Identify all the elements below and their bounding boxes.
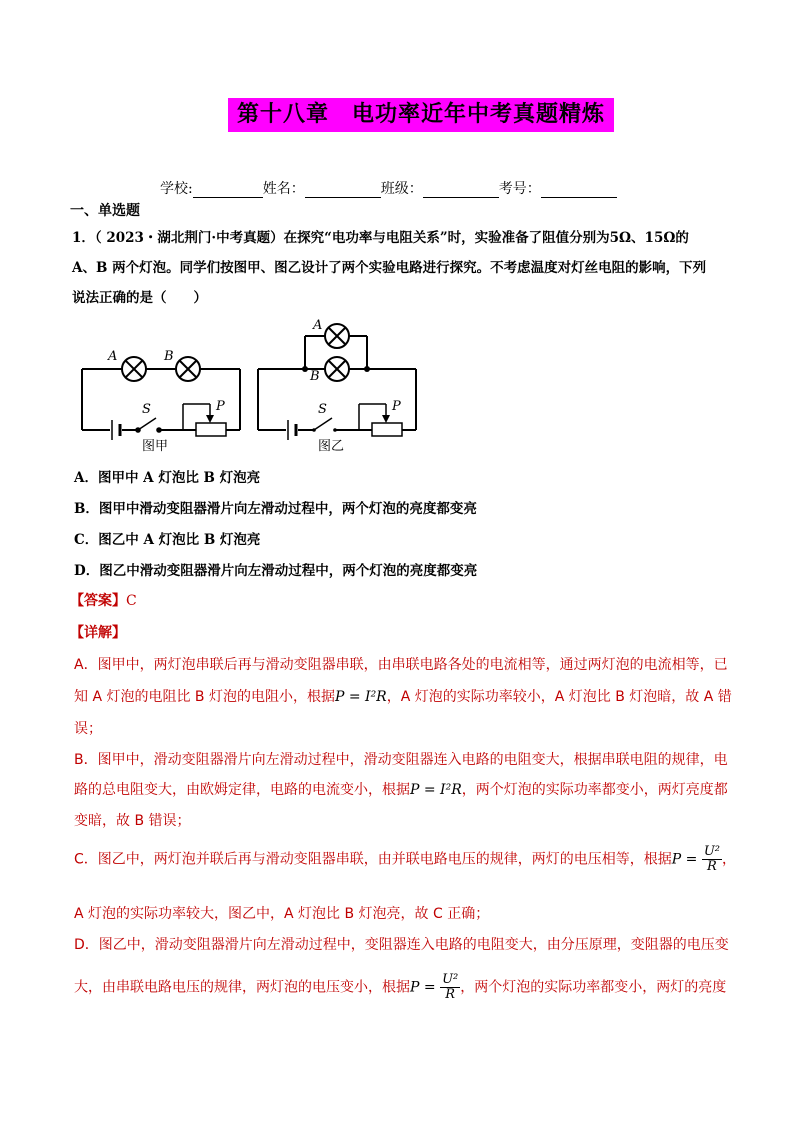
class-label: 班级： [380,181,423,197]
school-blank [193,183,263,198]
label-p: P [216,399,225,414]
question-line-1: 1．（ 2023・湖北荆门·中考真题）在探究“电功率与电阻关系”时，实验准备了阻值分别为5Ω、15Ω的 [72,230,689,246]
detail-a-line-1: A．图甲中，两灯泡串联后再与滑动变阻器串联，由串联电路各处的电流相等，通过两灯泡的电流相等，已 [74,657,728,673]
examno-label: 考号： [498,181,541,197]
label-b: B [164,349,174,364]
detail-d-line-1: D．图乙中，滑动变阻器滑片向左滑动过程中，变阻器连入电路的电阻变大，由分压原理，变阻器的电压变 [74,937,729,953]
question-line-2: A、B 两个灯泡。同学们按图甲、图乙设计了两个实验电路进行探究。不考虑温度对灯丝电阻的影响，下列 [72,260,707,276]
bulb-b-icon [176,357,200,381]
detail-c-line-2: A 灯泡的实际功率较大，图乙中，A 灯泡比 B 灯泡亮，故 C 正确； [74,906,490,922]
answer-label: 【答案】 [70,593,126,609]
caption-jia: 图甲 [142,439,169,454]
name-blank [305,183,381,198]
slider-arrow-icon [382,415,390,423]
junction-dot [364,366,370,372]
formula-p: P = [671,851,698,868]
label-b: B [310,369,320,384]
detail-b-line-3: 变暗，故 B 错误； [74,813,191,829]
junction-dot [302,366,308,372]
detail-b-line-2: 路的总电阻变大，由欧姆定律，电路的电流变小，根据P = I²R，两个灯泡的实际功率都变小，两灯亮度都 [74,782,728,798]
name-label: 姓名： [262,181,305,197]
school-label: 学校: [160,181,193,197]
caption-yi: 图乙 [318,439,345,454]
detail-a-line-3: 误； [74,721,102,737]
detail-c-line-1: C．图乙中，两灯泡并联后再与滑动变阻器串联，由并联电路电压的规律，两灯的电压相等，根据P = $\frac{\text{U²}}{R}$ ， [74,844,737,874]
detail-b-line-1: B．图甲中，滑动变阻器滑片向左滑动过程中，滑动变阻器连入电路的电阻变大，根据串联电阻的规律，电 [74,752,728,768]
detail-label: 【详解】 [70,625,126,641]
formula-p: P = [410,979,436,996]
bulb-b-icon [325,357,349,381]
label-a: A [313,318,323,333]
examno-blank [541,183,617,198]
label-s: S [142,402,151,417]
answer-line [70,590,137,610]
class-blank [423,183,499,198]
detail-d-line-2: 大，由串联电路电压的规律，两灯泡的电压变小，根据P = $\frac{\text{U²}}{R}$ ，两个灯泡的实际功率都变小，两灯的亮度 [74,972,727,1002]
circuit-figure [70,312,430,457]
option-d: D．图乙中滑动变阻器滑片向左滑动过程中，两个灯泡的亮度都变亮 [74,563,478,579]
bulb-a-icon [325,324,349,348]
formula-fraction: $\frac{\text{U²}}{R}$ [442,972,459,1002]
student-info-line [160,178,617,198]
label-p: P [392,399,401,414]
answer-value: C [126,593,137,609]
option-c: C．图乙中 A 灯泡比 B 灯泡亮 [74,532,261,548]
page-title: 第十八章 电功率近年中考真题精炼 [228,98,614,132]
formula-fraction: $\frac{\text{U²}}{R}$ [703,844,721,874]
question-line-3: 说法正确的是（ ） [72,290,207,306]
slider-arrow-icon [206,415,214,423]
formula-p-i2r: P = I²R [410,782,462,798]
option-b: B．图甲中滑动变阻器滑片向左滑动过程中，两个灯泡的亮度都变亮 [74,501,477,517]
formula-p-i2r: P = I²R [334,689,387,705]
bulb-a-icon [122,357,146,381]
option-a: A．图甲中 A 灯泡比 B 灯泡亮 [74,470,261,486]
section-heading: 一、单选题 [70,203,140,219]
circuit-yi [258,336,416,440]
label-a: A [108,349,118,364]
detail-a-line-2: 知 A 灯泡的电阻比 B 灯泡的电阻小，根据P = I²R，A 灯泡的实际功率较小，A 灯泡比 B 灯泡暗，故 A 错 [74,689,732,705]
label-s: S [318,402,327,417]
